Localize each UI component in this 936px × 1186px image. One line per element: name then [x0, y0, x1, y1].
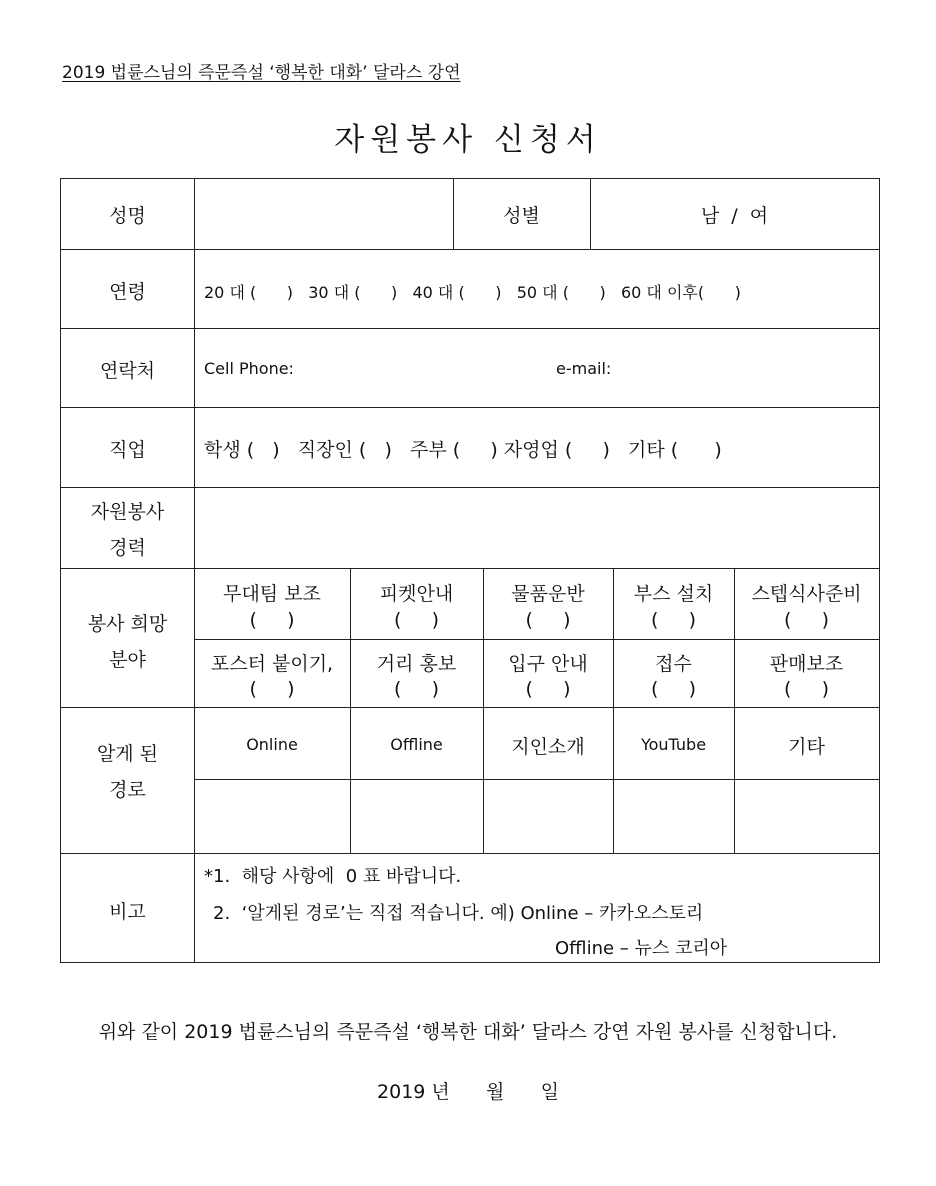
- area-option-entrance-guide[interactable]: 입구 안내: [508, 653, 588, 675]
- name-label: 성명: [109, 205, 146, 227]
- area-option-checkbox[interactable]: ( ): [525, 609, 571, 631]
- remarks-note-3: Offline – 뉴스 코리아: [555, 938, 728, 959]
- source-input-offline[interactable]: [351, 780, 483, 852]
- area-option-checkbox[interactable]: ( ): [249, 678, 295, 700]
- area-option-booth-setup[interactable]: 부스 설치: [633, 583, 714, 605]
- job-options[interactable]: 학생 ( ) 직장인 ( ) 주부 ( ) 자영업 ( ) 기타 ( ): [204, 439, 722, 461]
- area-option-checkbox[interactable]: ( ): [783, 609, 830, 631]
- area-label-line1: 봉사 희망: [87, 613, 168, 635]
- gender-label: 성별: [503, 205, 540, 227]
- job-label: 직업: [109, 439, 146, 461]
- experience-label-line2: 경력: [109, 537, 146, 559]
- area-option-checkbox[interactable]: ( ): [650, 609, 697, 631]
- event-header: 2019 법륜스님의 즉문즉설 ‘행복한 대화’ 달라스 강연: [62, 63, 461, 83]
- area-option-checkbox[interactable]: ( ): [249, 609, 295, 631]
- remarks-note-1: *1. 해당 사항에 0 표 바랍니다.: [204, 866, 462, 887]
- area-option-staff-meal-prep[interactable]: 스텝식사준비: [751, 583, 862, 605]
- age-options[interactable]: 20 대 ( ) 30 대 ( ) 40 대 ( ) 50 대 ( ) 60 대 이후( ): [204, 283, 741, 302]
- source-option-other: 기타: [788, 736, 825, 758]
- name-input-field[interactable]: [195, 180, 452, 248]
- area-option-checkbox[interactable]: ( ): [393, 678, 440, 700]
- source-label-line1: 알게 된: [96, 743, 159, 765]
- source-label-line2: 경로: [109, 779, 146, 801]
- area-option-picket-guide[interactable]: 피켓안내: [379, 583, 454, 605]
- area-option-goods-transport[interactable]: 물품운반: [511, 583, 585, 605]
- remarks-note-2: 2. ‘알게된 경로’는 직접 적습니다. 예) Online – 카카오스토리: [213, 903, 704, 924]
- area-label-line2: 분야: [109, 649, 146, 671]
- area-option-checkbox[interactable]: ( ): [525, 678, 571, 700]
- application-form-table: [60, 178, 880, 963]
- email-field[interactable]: e-mail:: [556, 359, 612, 378]
- source-input-other[interactable]: [735, 780, 879, 852]
- source-option-youtube: YouTube: [640, 735, 707, 754]
- area-option-checkbox[interactable]: ( ): [393, 609, 440, 631]
- form-title: 자원봉사 신청서: [334, 122, 602, 158]
- contact-label: 연락처: [99, 360, 156, 382]
- date-line[interactable]: 2019 년 월 일: [377, 1081, 559, 1103]
- application-statement: 위와 같이 2019 법륜스님의 즉문즉설 ‘행복한 대화’ 달라스 강연 자원 봉사를 신청합니다.: [98, 1021, 838, 1043]
- area-option-sales-assist[interactable]: 판매보조: [769, 653, 844, 675]
- experience-label-line1: 자원봉사: [90, 501, 165, 523]
- age-label: 연령: [109, 281, 146, 303]
- source-option-referral: 지인소개: [511, 736, 585, 758]
- area-option-reception[interactable]: 접수: [655, 653, 692, 675]
- gender-options[interactable]: 남 / 여: [700, 205, 769, 227]
- area-option-checkbox[interactable]: ( ): [650, 678, 697, 700]
- area-option-poster-posting[interactable]: 포스터 붙이기,: [210, 653, 334, 675]
- area-option-checkbox[interactable]: ( ): [783, 678, 830, 700]
- source-option-offline: Offline: [390, 735, 443, 754]
- source-input-referral[interactable]: [484, 780, 613, 852]
- remarks-label: 비고: [109, 901, 146, 923]
- area-option-stage-assist[interactable]: 무대팀 보조: [223, 583, 321, 605]
- source-option-online: Online: [246, 735, 298, 754]
- source-input-youtube[interactable]: [614, 780, 734, 852]
- source-input-online[interactable]: [195, 780, 350, 852]
- cell-phone-field[interactable]: Cell Phone:: [204, 359, 294, 378]
- experience-input-field[interactable]: [195, 488, 879, 567]
- area-option-street-promo[interactable]: 거리 홍보: [376, 653, 457, 675]
